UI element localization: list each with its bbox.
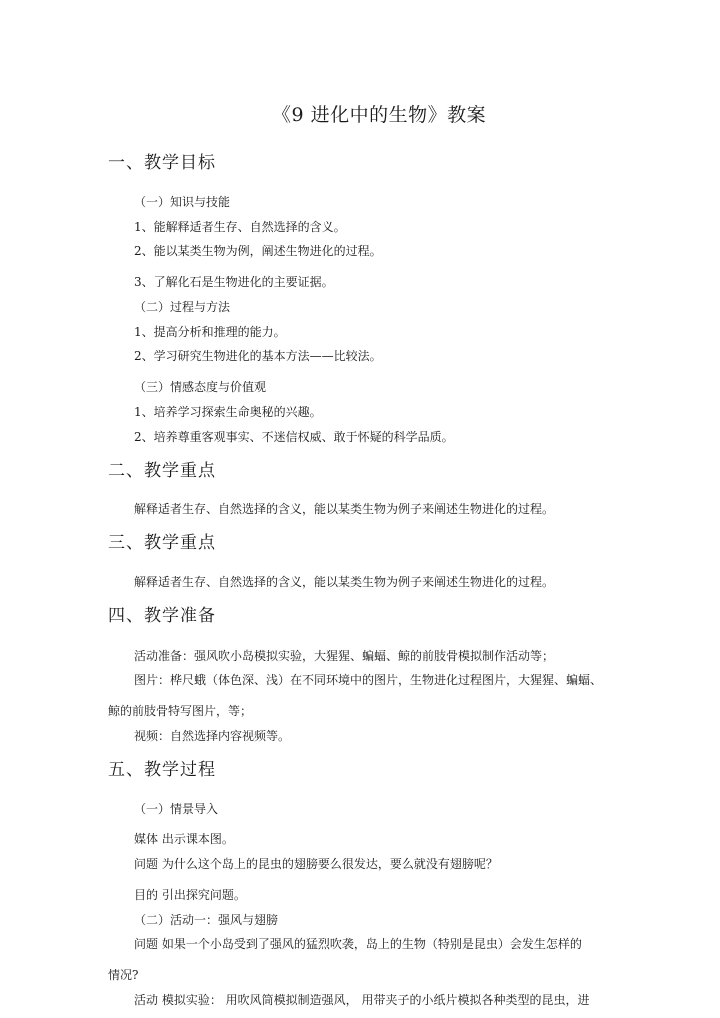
paragraph: 解释适者生存、自然选择的含义，能以某类生物为例子来阐述生物进化的过程。: [134, 575, 555, 589]
section-heading-4: 四、教学准备: [108, 606, 216, 626]
list-item: 2、能以某类生物为例，阐述生物进化的过程。: [134, 244, 382, 258]
section-heading-3: 三、教学重点: [108, 533, 216, 553]
list-item: 3、了解化石是生物进化的主要证据。: [134, 275, 334, 289]
paragraph: 问题 为什么这个岛上的昆虫的翅膀要么很发达，要么就没有翅膀呢？: [134, 857, 498, 871]
paragraph: 问题 如果一个小岛受到了强风的猛烈吹袭，岛上的生物（特别是昆虫）会发生怎样的: [134, 937, 582, 951]
paragraph-continuation: 鲸的前肢骨特写图片，等；: [108, 704, 253, 718]
subsection-heading: （一）情景导入: [134, 802, 219, 816]
subsection-heading: （二）活动一：强风与翅膀: [134, 913, 279, 927]
paragraph: 目的 引出探究问题。: [134, 888, 246, 902]
section-heading-2: 二、教学重点: [108, 461, 216, 481]
list-item: 1、提高分析和推理的能力。: [134, 325, 286, 339]
list-item: 2、学习研究生物进化的基本方法——比较法。: [134, 349, 382, 363]
paragraph: 活动准备：强风吹小岛模拟实验，大猩猩、蝙蝠、鲸的前肢骨模拟制作活动等；: [134, 649, 555, 663]
paragraph: 媒体 出示课本图。: [134, 832, 234, 846]
section-heading-5: 五、教学过程: [108, 760, 216, 780]
paragraph: 图片：桦尺蛾（体色深、浅）在不同环境中的图片，生物进化过程图片，大猩猩、蝙蝠、: [134, 673, 603, 687]
subsection-heading: （三）情感态度与价值观: [134, 380, 267, 394]
list-item: 2、培养尊重客观事实、不迷信权威、敢于怀疑的科学品质。: [134, 430, 454, 444]
subsection-heading: （一）知识与技能: [134, 195, 231, 209]
paragraph: 活动 模拟实验： 用吹风筒模拟制造强风， 用带夹子的小纸片模拟各种类型的昆虫，进: [134, 993, 590, 1007]
section-heading-1: 一、教学目标: [108, 153, 216, 173]
paragraph: 解释适者生存、自然选择的含义，能以某类生物为例子来阐述生物进化的过程。: [134, 502, 555, 516]
list-item: 1、培养学习探索生命奥秘的兴趣。: [134, 405, 322, 419]
list-item: 1、能解释适者生存、自然选择的含义。: [134, 220, 346, 234]
paragraph: 视频：自然选择内容视频等。: [134, 729, 291, 743]
paragraph-continuation: 情况?: [108, 968, 139, 982]
document-title: 《9 进化中的生物》教案: [272, 104, 487, 126]
subsection-heading: （二）过程与方法: [134, 300, 231, 314]
